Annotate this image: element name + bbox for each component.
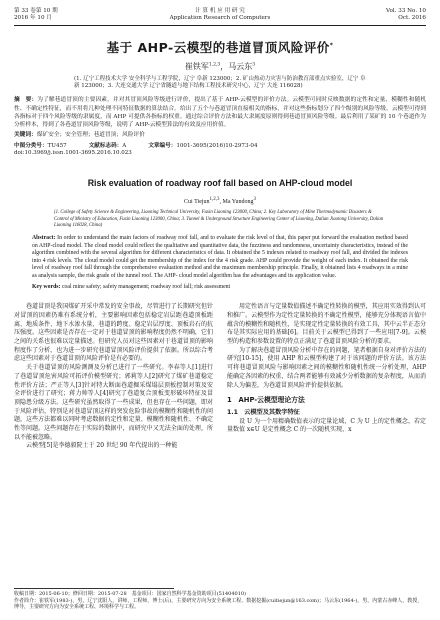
affiliations-en: (1. College of Safety Science & Engineering, Liaoning Technical University, Fuxin Liaoning 123000, China; 2. Key Laboratory of Mine Thermodynamic Disasters & Control of Ministry of Education, Fuxin Liaoning 123000, China; 3. Tunnel & Underground Structure Engineering Center of Liaoning, Dalian Jiaotong University, Dalian Liaoning 116028, China) [54,210,384,228]
header-issue [336,8,426,22]
keywords-en-label: Key words: [32,283,61,290]
abstract-cn-label: 摘 要： [14,97,38,104]
keywords-en [32,284,408,292]
intro-paragraph-4: 用定性语言与定量数值描述不确定性转换的模型，其应用实效得到认可和推广。云模型作为定性定量转换的不确定性模型，能够充分体现语言值中蕴含的模糊性和随机性，是实现定性定量转换的有效工具，其中云半正态分布是其实际应用的基础[6]。目前关于云模型已得到了一些应用[7-9]。云模型的构造和参数设置的特点正满足了巷道冒顶风险分析的要求。 [227,303,426,345]
doc-code-label: 文献标志码： [88,143,123,150]
title-footnote-mark: * [329,41,334,49]
article-number [148,141,257,149]
doi: doi:10.3969/j.issn.1001-3695.2016.10.023 [14,150,132,157]
affiliations-cn: (1. 辽宁工程技术大学 安全科学与工程学院，辽宁 阜新 123000；2. 矿山热动力灾害与防治教育部重点实验室，辽宁 阜新 123000；3. 大连交通大学 辽宁省隧道与地下结构工程技术研究中心，辽宁 大连 116028) [74,76,366,90]
author-2-affil-en: 3 [253,197,256,203]
keywords-cn-label: 关键词： [14,132,37,139]
header-volume-en: Vol. 33 No. 10 [386,8,426,14]
paper-title-cn [14,38,426,56]
intro-paragraph-5: 为了解决巷道冒顶风险分析中存在的问题，笔者根据自身对评价方法的研究[10-15]，使用 AHP 和云模型构建了对于该问题的评价方法。该方法可将巷道冒顶风险与影响因素之间的模糊性和随机性统一分析处理，AHP 能确定各因素的权重，结合两者能够有效减少分析数据的复杂程度，从而消除人为偏差，为巷道冒顶风险评价提供依据。 [227,346,426,389]
intro-paragraph-2: 关于巷道冒顶的风险测测及分析已进行了一些研究。李春等人[1]进行了巷道冒顶危害风险可拓评价模型研究；郭莉等人[2]研究了煤矿巷道稳定性评价方法；严正等人[3]针对特大断面巷道掘采煤塌层顶板控制对策及安全评价进行了研究；蒋力帅等人[4]研究了巷道复合顶板变形破坏特征及冒顶隐患分级方法。这些研究虽然取得了一些成果，但也存在一些问题，即对于风险评估，特别是对巷道冒顶这样的突发危险事故的模糊性和随机性的问题，这些方法都难以同时考虑数据的定性和定量、模糊性和随机性、不确定性等问题。这些问题存在于实际的数据中，而研究中又无法全面的处理，所以不能被忽略。 [14,364,213,441]
authors-cn [14,61,426,72]
header-volume [14,8,104,22]
title-cn-text: 基于 AHP-云模型的巷道冒顶风险评价 [106,40,330,55]
author-1-en: Cui Tiejun [184,199,210,206]
author-1-cn: 崔铁军 [184,62,209,71]
intro-paragraph-1: 巷道冒顶是我国煤矿开采中常发的安全事故，尽管进行了长期研究但针对冒顶的因素仍难有系统分析，主要影响因素包括稳定岩层距巷道顶板距离、地质条件、地下水渗水量、巷道的跨度、稳定岩层厚度、顶板岩石的抗压强度。这些因素是否存在一定对于巷道冒顶的影响程度仍然不明确，它们之间的关系也很难以定量描述。但研究人员对这些因素对于巷道冒顶的影响程度作了分析，也为进一步研究巷道冒顶风险评价提供了依据。所以综合考虑这些因素对于巷道冒顶的风险评价是有必要的。 [14,303,213,363]
header-date-cn: 2016 年 10 月 [14,15,52,21]
abstract-en-label: Abstract: [32,235,56,242]
body-left-column [14,303,213,451]
footnote-author-bio: 作者简介：崔铁军(1983-)，男，辽宁沈阳人，讲师，工程师，博士(后)，主要研究方向为安全系统工程、数据挖掘(cuitiejun@163.com)；马云东(1964-)，男，内蒙古赤峰人，教授，博导，主要研究方向为安全系统工程、环境科学与工程。 [14,597,423,611]
abstract-en-text: In order to understand the main factors of roadway roof fall, and to evaluate the risk level of that, this paper put forward the evaluation method based on AHP-cloud model. The cloud model could reflect the qualitative and quantitative data, the fuzziness and randomness, uncertainty characteristics, instead of the algorithm combined with the several algorithm for different characteristics of data. It obtained the 5 indexes related to roadway roof fall, and divided the indexes into 4 risk levels. The cloud model could get the membership of the index for the 4 risk grade. AHP could provide the weight of each index. It obtained the risk level of roadway roof fall through the comprehensive evaluation method and the maximum membership principle. Finally, it obtained lists 4 roadways in a mine as analysis sample, the risk grade of the tunnel roof. The AHP- cloud model algorithm has the advantages and its application value. [32,235,409,279]
header-date-en: Oct. 2016 [398,15,426,21]
running-header [14,6,426,22]
method-paragraph-1: 设 U 为一个用精确数值表示的定量论域，C 为 U 上的定性概念，若定量数值 x∈U 是定性概念 C 的一次随机实现，x [227,417,426,434]
doc-code-value: A [122,143,127,150]
abstract-cn-text: 为了解巷道冒顶的主要因素，并对其冒顶风险等级进行评价，提出了基于 AHP-云模型的评价方法。云模型可同时反映数据的定性和定量、模糊性和随机性、不确定性特征，而不用将几种处理不同特征数据的算法结合。给出了五个与巷道冒顶直接相关的指标，并对这些指标划分了四个级别的风险等级。云模型可得到各指标对于四个风险等级的隶属度，而 AHP 可提供各指标的权重。通过综合评价方法和最大隶属度原则得到巷道冒顶风险等级。最后利用了某矿的 10 个巷道作为分析样本，得到了各巷道冒顶风险等级，说明了 AHP-云模型算法的有效及应用价值。 [14,97,427,129]
article-number-value: 1001-3695(2016)10-2973-04 [176,143,258,150]
paper-title-en: Risk evaluation of roadway roof fall based on AHP-cloud model [87,178,353,189]
footnote-rule [14,588,174,589]
footnote [14,591,426,611]
subsection-heading-1-1: 1.1 云模型及其数字特征 [227,408,300,416]
keywords-cn-text: 煤矿安全；安全管理；巷道冒顶；风险评价 [36,132,145,139]
header-rule [14,25,426,26]
abstract-cn [14,96,426,129]
author-1-affil-en: 1,2,3 [209,197,220,203]
authors-en [14,197,426,205]
header-journal [104,8,336,22]
section-heading-1: 1 AHP-云模型理论方法 [227,396,305,405]
keywords-en-text: coal mine safety; safety management; roadway roof fall; risk assessment [61,283,231,290]
intro-paragraph-3: 云模型[5]是李德毅院士于 20 世纪 90 年代提出的一种能 [26,442,178,450]
footnote-received: 收稿日期：2015-06-10；修回日期：2015-07-28 基金项目：国家自然科学基金资助项目(51404010) [14,591,247,597]
header-journal-en: Application Research of Computers [169,15,271,21]
author-2-affil-cn: 3 [252,62,256,68]
body-columns [14,303,426,451]
header-journal-cn: 计 算 机 应 用 研 究 [195,8,245,14]
author-2-en: , Ma Yundong [219,199,254,206]
header-volume-cn: 第 33 卷第 10 期 [14,8,58,14]
clc-label: 中图分类号： [14,143,48,150]
clc-value: TU457 [47,143,67,150]
author-2-cn: ，马云东 [220,62,253,71]
article-number-label: 文章编号： [148,143,177,150]
keywords-cn [14,131,426,139]
document-code [89,141,127,149]
classification-row [14,141,426,149]
abstract-en [32,235,408,281]
body-right-column [227,303,426,451]
author-1-affil-cn: 1,2,3 [208,62,221,68]
clc-number [14,141,67,149]
